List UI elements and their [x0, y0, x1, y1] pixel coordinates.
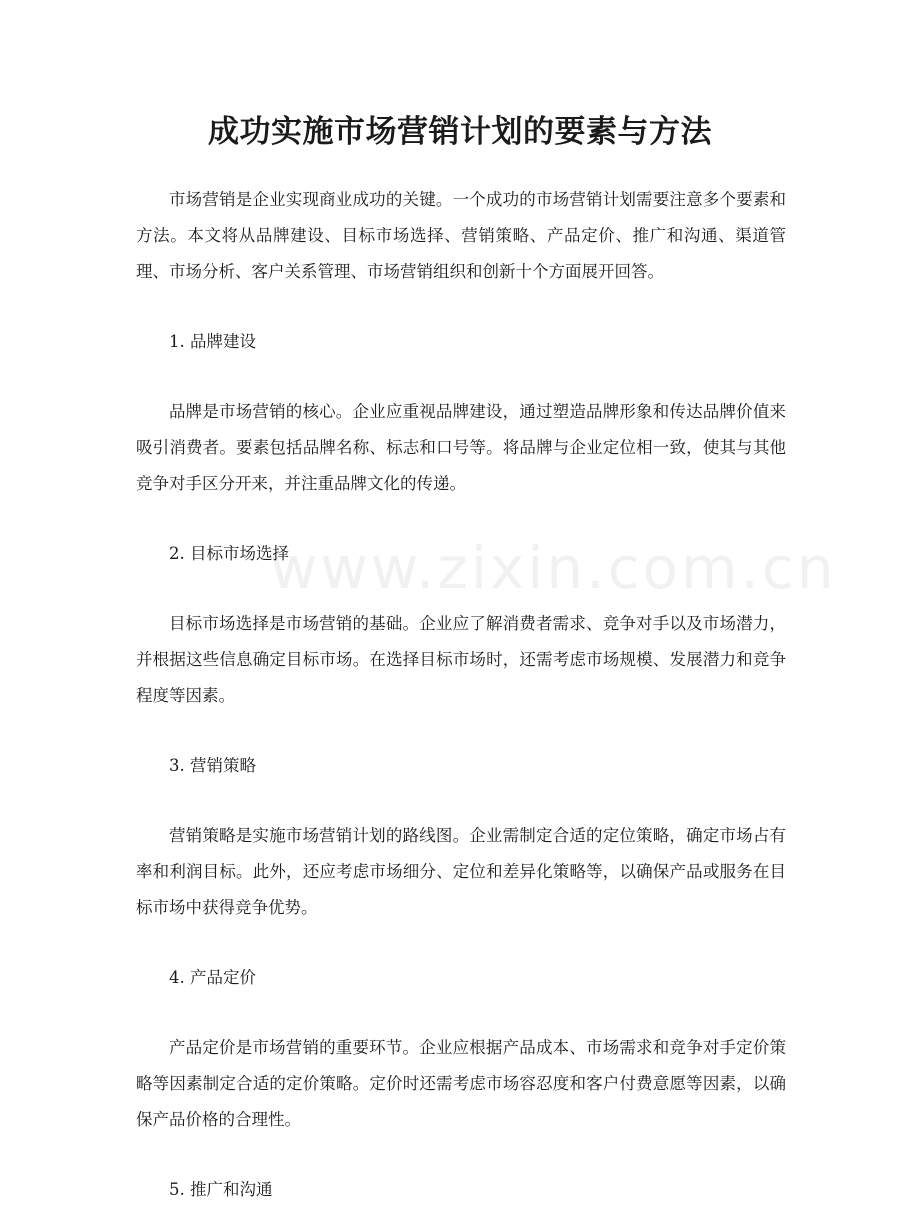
intro-paragraph: 市场营销是企业实现商业成功的关键。一个成功的市场营销计划需要注意多个要素和方法。本文将从品牌建设、目标市场选择、营销策略、产品定价、推广和沟通、渠道管理、市场分析、客户关系管理、市场营销组织和创新十个方面展开回答。	[136, 190, 786, 281]
section-paragraph: 产品定价是市场营销的重要环节。企业应根据产品成本、市场需求和竞争对手定价策略等因素制定合适的定价策略。定价时还需考虑市场容忍度和客户付费意愿等因素，以确保产品价格的合理性。	[136, 1038, 786, 1129]
section-paragraph: 营销策略是实施市场营销计划的路线图。企业需制定合适的定位策略，确定市场占有率和利润目标。此外，还应考虑市场细分、定位和差异化策略等，以确保产品或服务在目标市场中获得竞争优势。	[136, 826, 786, 917]
document-body	[136, 182, 786, 1208]
section-paragraph: 品牌是市场营销的核心。企业应重视品牌建设，通过塑造品牌形象和传达品牌价值来吸引消费者。要素包括品牌名称、标志和口号等。将品牌与企业定位相一致，使其与其他竞争对手区分开来，并注重品牌文化的传递。	[136, 402, 786, 493]
document-title: 成功实施市场营销计划的要素与方法	[208, 114, 712, 150]
section-heading: 5. 推广和沟通	[169, 1180, 273, 1199]
watermark: www.zixin.com.cn	[270, 534, 837, 602]
section-heading: 1. 品牌建设	[169, 332, 256, 351]
section-heading: 4. 产品定价	[169, 968, 256, 987]
section-paragraph: 目标市场选择是市场营销的基础。企业应了解消费者需求、竞争对手以及市场潜力，并根据这些信息确定目标市场。在选择目标市场时，还需考虑市场规模、发展潜力和竞争程度等因素。	[136, 614, 786, 705]
section-heading: 2. 目标市场选择	[169, 544, 289, 563]
section-heading: 3. 营销策略	[169, 756, 256, 775]
